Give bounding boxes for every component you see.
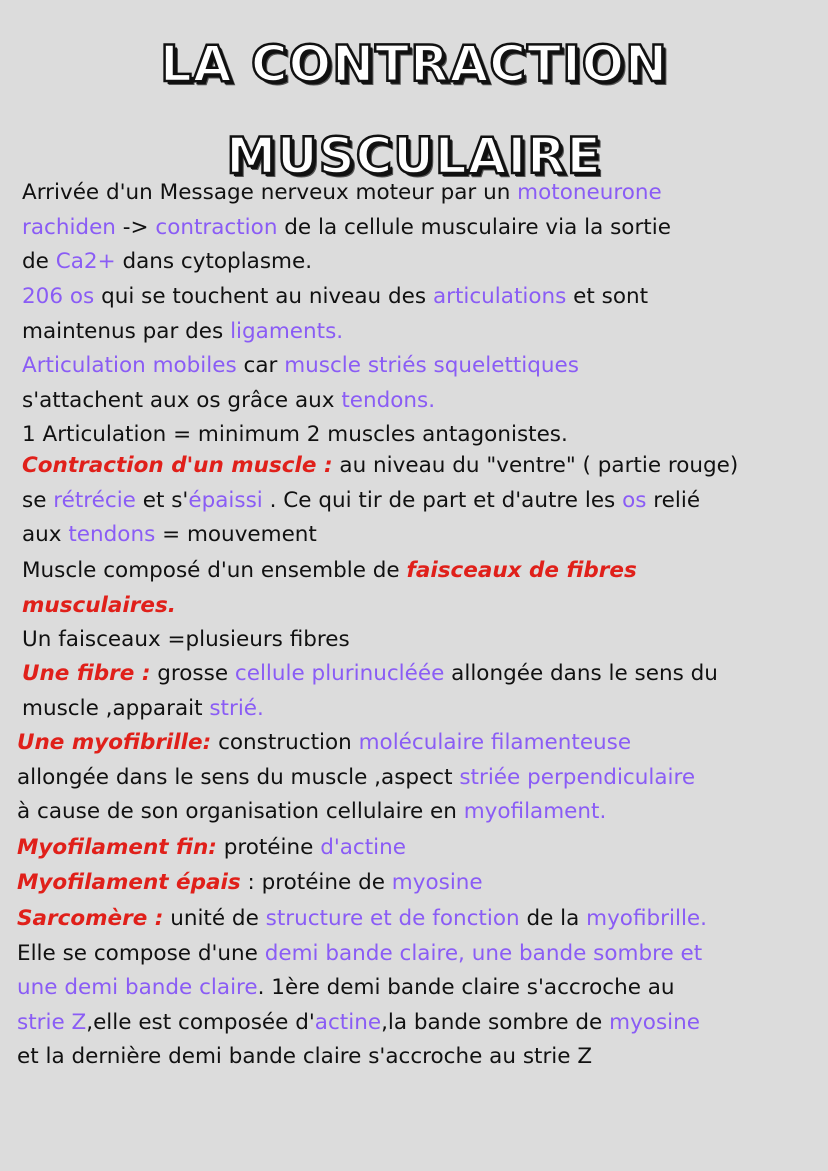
text-span: Elle se compose d'une — [17, 940, 265, 966]
keyword: motoneurone — [517, 180, 662, 205]
text-span: : protéine de — [240, 870, 392, 895]
section-heading: Contraction d'un muscle : — [22, 453, 333, 478]
text-span: à cause de son organisation cellulaire en — [17, 799, 464, 824]
text-span: 1 Articulation = minimum 2 muscles antagonistes. — [22, 422, 568, 447]
paragraph-sarcomere — [17, 902, 707, 1075]
text-span: s'attachent aux os grâce aux — [22, 387, 342, 413]
text-span: aux — [22, 522, 69, 547]
keyword: myofilament. — [463, 799, 607, 824]
text-span: grosse — [150, 661, 235, 686]
text-line — [17, 726, 695, 761]
keyword: muscle striés squelettiques — [284, 353, 579, 378]
text-span: et sont — [566, 284, 649, 309]
text-span: construction — [211, 730, 359, 755]
keyword: striée perpendiculaire — [459, 764, 696, 790]
text-span: Muscle composé d'un ensemble de — [22, 558, 407, 583]
text-line — [22, 245, 671, 280]
text-span: unité de — [163, 906, 266, 931]
section-heading: faisceaux de fibres — [406, 558, 637, 583]
keyword: Ca2+ — [55, 249, 116, 274]
keyword: os — [622, 487, 647, 513]
text-span: dans cytoplasme. — [115, 249, 313, 274]
text-span: ,la bande sombre de — [381, 1009, 610, 1035]
text-span: Un faisceaux =plusieurs fibres — [22, 627, 350, 652]
paragraph-fibres — [22, 623, 350, 658]
text-line — [22, 657, 718, 692]
text-line — [17, 831, 406, 866]
text-line — [17, 971, 707, 1006]
text-line — [22, 623, 350, 658]
text-span: maintenus par des — [22, 318, 231, 344]
keyword: moléculaire filamenteuse — [358, 730, 632, 755]
text-span: . Ce qui tir de part et d'autre les — [262, 487, 623, 513]
text-line — [17, 1040, 707, 1075]
paragraph-contraction-muscle — [22, 449, 738, 553]
text-line — [22, 349, 579, 384]
text-line — [17, 795, 695, 830]
keyword: rachiden — [22, 214, 116, 240]
keyword: d'actine — [320, 835, 407, 860]
keyword: rétrécie — [53, 487, 136, 513]
text-span: ,elle est composée d' — [86, 1009, 315, 1035]
section-heading: musculaires. — [22, 592, 176, 618]
text-line — [17, 902, 707, 937]
text-span: de — [22, 249, 56, 274]
keyword: myosine — [391, 870, 483, 895]
text-span: de la cellule musculaire via la sortie — [277, 214, 671, 240]
text-line — [17, 866, 483, 901]
text-span: et s' — [135, 487, 189, 513]
keyword: myofibrille. — [586, 906, 707, 931]
text-span: relié — [646, 487, 701, 513]
text-line — [22, 211, 671, 246]
text-span: = mouvement — [155, 522, 317, 547]
keyword: tendons. — [341, 387, 436, 413]
text-span: de la — [519, 906, 587, 931]
text-line — [17, 761, 695, 796]
text-line — [22, 418, 568, 453]
paragraph-faisceaux — [22, 554, 637, 623]
keyword: ligaments. — [230, 318, 344, 344]
text-line — [22, 315, 648, 350]
keyword: tendons — [68, 522, 156, 547]
text-line — [22, 449, 738, 484]
keyword: actine — [314, 1009, 382, 1035]
keyword: épaissi — [188, 487, 263, 513]
text-span: allongée dans le sens du muscle ,aspect — [17, 764, 460, 790]
text-line — [22, 384, 579, 419]
keyword: cellule plurinucléée — [234, 661, 445, 686]
paragraph-myofilament-epais — [17, 866, 483, 901]
section-heading: Une fibre : — [22, 661, 151, 686]
keyword: articulations — [432, 284, 567, 309]
keyword: demi bande claire, une bande sombre et — [264, 940, 703, 966]
paragraph-os — [22, 280, 648, 349]
text-line — [22, 518, 738, 553]
keyword: une demi bande claire — [17, 975, 258, 1000]
paragraph-myofilament-fin — [17, 831, 406, 866]
text-span: Arrivée d'un Message nerveux moteur par un — [22, 180, 518, 205]
text-span: se — [22, 487, 54, 513]
title-line-2: MUSCULAIRE — [226, 127, 602, 185]
text-line — [22, 280, 648, 315]
keyword: contraction — [155, 214, 278, 240]
paragraph-une-fibre — [22, 657, 718, 726]
keyword: myosine — [609, 1009, 700, 1035]
keyword: strié. — [209, 695, 264, 721]
title-line-1: LA CONTRACTION — [159, 35, 669, 93]
page-title — [0, 18, 828, 202]
text-line — [22, 692, 718, 727]
paragraph-antagonistes — [22, 418, 568, 453]
paragraph-message-nerveux — [22, 176, 671, 280]
text-span: qui se touchent au niveau des — [94, 284, 433, 309]
text-span: . 1ère demi bande claire s'accroche au — [257, 975, 675, 1000]
text-span: muscle ,apparait — [22, 695, 210, 721]
section-heading: Sarcomère : — [17, 906, 164, 931]
text-line — [17, 937, 707, 972]
keyword: structure et de fonction — [265, 906, 520, 931]
text-line — [22, 554, 637, 589]
paragraph-articulation — [22, 349, 579, 418]
paragraph-myofibrille — [17, 726, 695, 830]
keyword: 206 os — [22, 284, 95, 309]
text-span: car — [236, 353, 285, 378]
section-heading: Myofilament épais — [17, 870, 241, 895]
text-line — [22, 176, 671, 211]
text-span: allongée dans le sens du — [444, 661, 718, 686]
keyword: strie Z — [17, 1009, 87, 1035]
text-span: au niveau du "ventre" ( partie rouge) — [332, 453, 739, 478]
keyword: Articulation mobiles — [22, 353, 237, 378]
text-line — [22, 484, 738, 519]
section-heading: Une myofibrille: — [17, 730, 212, 755]
text-line — [17, 1006, 707, 1041]
text-span: et la dernière demi bande claire s'accroche au strie Z — [17, 1044, 593, 1069]
text-line — [22, 589, 637, 624]
text-span: -> — [115, 214, 156, 240]
section-heading: Myofilament fin: — [17, 835, 217, 860]
text-span: protéine — [216, 835, 321, 860]
